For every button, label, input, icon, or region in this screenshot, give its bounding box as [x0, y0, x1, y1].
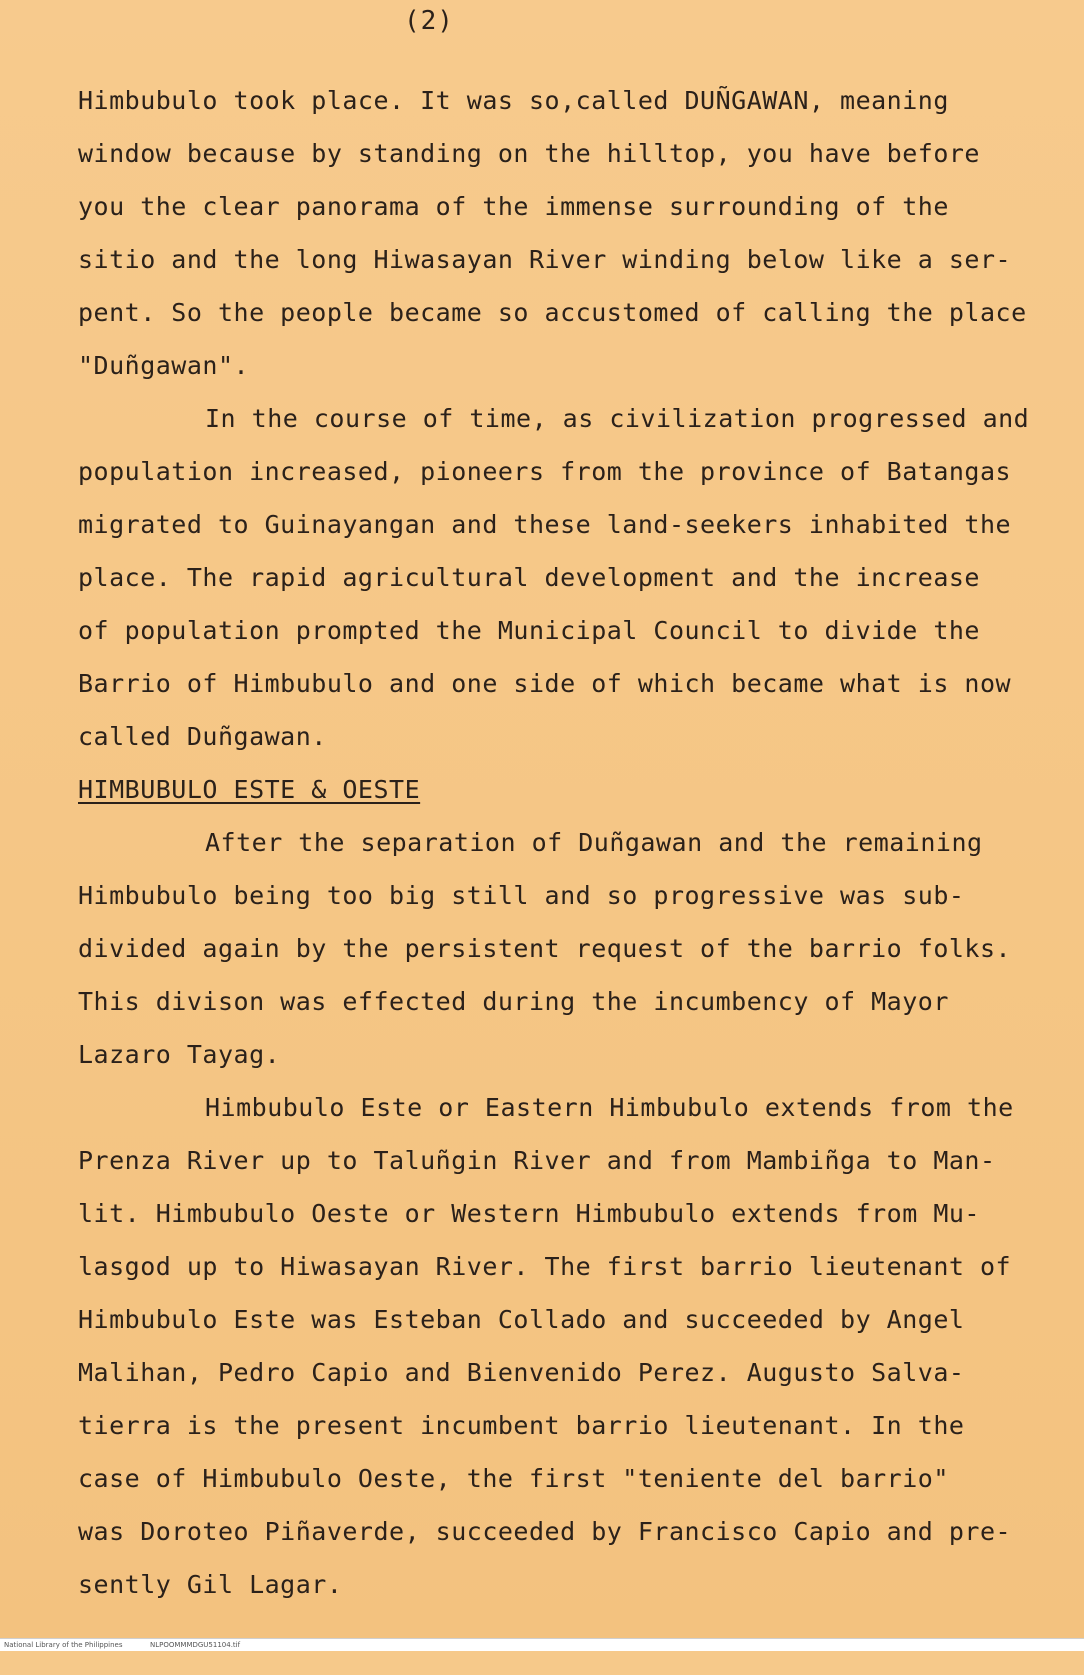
footer-file-id: NLPOOMMMDGU51104.tif [150, 1641, 241, 1649]
paragraph-4-line-4: lasgod up to Hiwasayan River. The first barrio lieutenant of [78, 1252, 1012, 1281]
paragraph-2-line-2: population increased, pioneers from the province of Batangas [78, 457, 1012, 486]
page-number: (2) [404, 6, 454, 36]
paragraph-3-line-3: divided again by the persistent request of the barrio folks. [78, 934, 1012, 963]
paragraph-2-line-4: place. The rapid agricultural development and the increase [78, 563, 980, 592]
paragraph-1-line-5: pent. So the people became so accustomed of calling the place [78, 298, 1027, 327]
paragraph-1-line-3: you the clear panorama of the immense surrounding of the [78, 192, 949, 221]
paragraph-4-line-2: Prenza River up to Taluñgin River and from Mambiñga to Man- [78, 1146, 996, 1175]
paragraph-2-line-5: of population prompted the Municipal Council to divide the [78, 616, 980, 645]
paragraph-3-line-5: Lazaro Tayag. [78, 1040, 281, 1069]
paragraph-4-line-10: sently Gil Lagar. [78, 1570, 343, 1599]
paragraph-4-line-8: case of Himbubulo Oeste, the first "teniente del barrio" [78, 1464, 949, 1493]
paragraph-3-line-1: After the separation of Duñgawan and the remaining [205, 828, 983, 857]
paragraph-2-line-3: migrated to Guinayangan and these land-seekers inhabited the [78, 510, 1012, 539]
footer-library: National Library of the Philippines [4, 1641, 123, 1649]
paragraph-2-line-6: Barrio of Himbubulo and one side of which became what is now [78, 669, 1012, 698]
paragraph-4-line-7: tierra is the present incumbent barrio lieutenant. In the [78, 1411, 965, 1440]
paragraph-2-line-7: called Duñgawan. [78, 722, 327, 751]
paragraph-1-line-2: window because by standing on the hilltop, you have before [78, 139, 980, 168]
paragraph-4-line-5: Himbubulo Este was Esteban Collado and succeeded by Angel [78, 1305, 965, 1334]
paragraph-1-line-1: Himbubulo took place. It was so,called DUÑGAWAN, meaning [78, 86, 949, 115]
paragraph-4-line-1: Himbubulo Este or Eastern Himbubulo extends from the [205, 1093, 1014, 1122]
paragraph-4-line-6: Malihan, Pedro Capio and Bienvenido Perez. Augusto Salva- [78, 1358, 965, 1387]
paragraph-1-line-4: sitio and the long Hiwasayan River winding below like a ser- [78, 245, 1012, 274]
scan-footer [0, 1638, 1084, 1651]
paragraph-2-line-1: In the course of time, as civilization progressed and [205, 404, 1030, 433]
paragraph-3-line-4: This divison was effected during the incumbency of Mayor [78, 987, 949, 1016]
paragraph-4-line-9: was Doroteo Piñaverde, succeeded by Francisco Capio and pre- [78, 1517, 1012, 1546]
paragraph-1-line-6: "Duñgawan". [78, 351, 250, 380]
section-heading: HIMBUBULO ESTE & OESTE [78, 775, 421, 804]
paragraph-3-line-2: Himbubulo being too big still and so progressive was sub- [78, 881, 965, 910]
paragraph-4-line-3: lit. Himbubulo Oeste or Western Himbubulo extends from Mu- [78, 1199, 980, 1228]
